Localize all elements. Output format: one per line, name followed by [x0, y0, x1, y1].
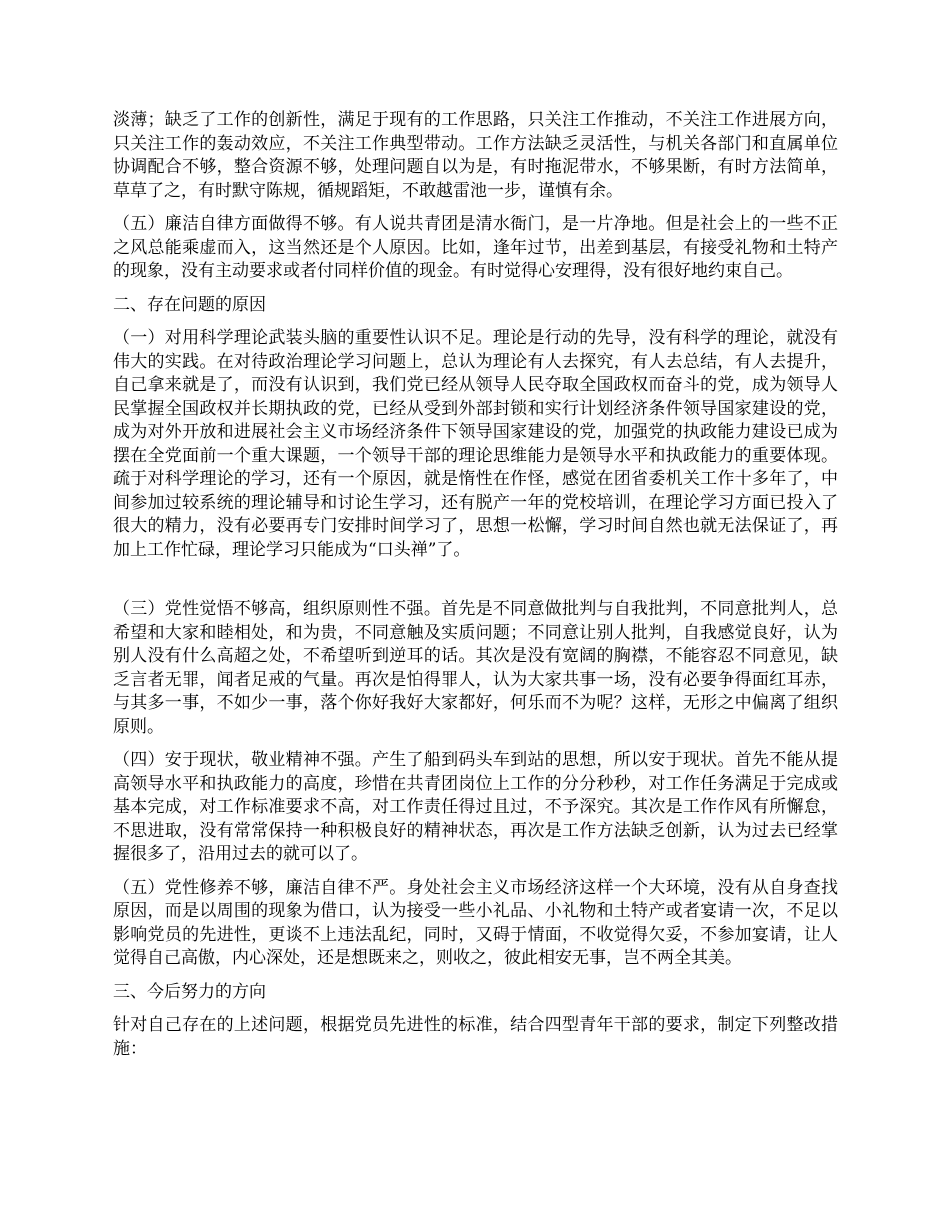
- paragraph-rectification-intro: 针对自己存在的上述问题，根据党员先进性的标准，结合四型青年干部的要求，制定下列整改措施：: [113, 1015, 838, 1059]
- paragraph-cause-cultivation: （五）党性修养不够，廉洁自律不严。身处社会主义市场经济这样一个大环境，没有从自身查找原因，而是以周围的现象为借口，认为接受一些小礼品、小礼物和土特产或者宴请一次，不足以影响党员的先进性，更谈不上违法乱纪，同时，又碍于情面，不收觉得欠妥，不参加宴请，让人觉得自己高傲，内心深处，还是想既来之，则收之，彼此相安无事，岂不两全其美。: [113, 877, 838, 968]
- paragraph-integrity-self-discipline: （五）廉洁自律方面做得不够。有人说共青团是清水衙门，是一片净地。但是社会上的一些不正之风总能乘虚而入，这当然还是个人原因。比如，逢年过节，出差到基层，有接受礼物和土特产的现象，没有主动要求或者付同样价值的现金。有时觉得心安理得，没有很好地约束自己。: [113, 214, 838, 281]
- paragraph-work-methods: 淡薄；缺乏了工作的创新性，满足于现有的工作思路，只关注工作推动，不关注工作进展方向，只关注工作的轰动效应，不关注工作典型带动。工作方法缺乏灵活性，与机关各部门和直属单位协调配合不够，整合资源不够，处理问题自以为是，有时拖泥带水，不够果断，有时方法简单，草草了之，有时默守陈规，循规蹈矩，不敢越雷池一步，谨慎有余。: [113, 110, 838, 201]
- section-heading-causes: 二、存在问题的原因: [113, 294, 266, 315]
- section-heading-direction: 三、今后努力的方向: [113, 981, 266, 1002]
- paragraph-cause-party-spirit: （三）党性觉悟不够高，组织原则性不强。首先是不同意做批判与自我批判，不同意批判人，总希望和大家和睦相处，和为贵，不同意触及实质问题；不同意让别人批判，自我感觉良好，认为别人没有什么高超之处，不希望听到逆耳的话。其次是没有宽阔的胸襟，不能容忍不同意见，缺乏言者无罪，闻者足戒的气量。再次是怕得罪人，认为大家共事一场，没有必要争得面红耳赤，与其多一事，不如少一事，落个你好我好大家都好，何乐而不为呢？这样，无形之中偏离了组织原则。: [113, 599, 838, 737]
- paragraph-cause-theory: （一）对用科学理论武装头脑的重要性认识不足。理论是行动的先导，没有科学的理论，就没有伟大的实践。在对待政治理论学习问题上，总认为理论有人去探究，有人去总结，有人去提升，自己拿来就是了，而没有认识到，我们党已经从领导人民夺取全国政权而奋斗的党，成为领导人民掌握全国政权并长期执政的党，已经从受到外部封锁和实行计划经济条件领导国家建设的党，成为对外开放和进展社会主义市场经济条件下领导国家建设的党，加强党的执政能力建设已成为摆在全党面前一个重大课题，一个领导干部的理论思维能力是领导水平和执政能力的重要体现。疏于对科学理论的学习，还有一个原因，就是惰性在作怪，感觉在团省委机关工作十多年了，中间参加过较系统的理论辅导和讨论生学习，还有脱产一年的党校培训，在理论学习方面已投入了很大的精力，没有必要再专门安排时间学习了，思想一松懈，学习时间自然也就无法保证了，再加上工作忙碌，理论学习只能成为“口头禅”了。: [113, 328, 838, 560]
- document-body: [113, 109, 838, 1071]
- paragraph-cause-complacency: （四）安于现状，敬业精神不强。产生了船到码头车到站的思想，所以安于现状。首先不能从提高领导水平和执政能力的高度，珍惜在共青团岗位上工作的分分秒秒，对工作任务满足于完成或基本完成，对工作标准要求不高，对工作责任得过且过，不予深究。其次是工作作风有所懈怠，不思进取，没有常常保持一种积极良好的精神状态，再次是工作方法缺乏创新，认为过去已经掌握很多了，沿用过去的就可以了。: [113, 750, 838, 864]
